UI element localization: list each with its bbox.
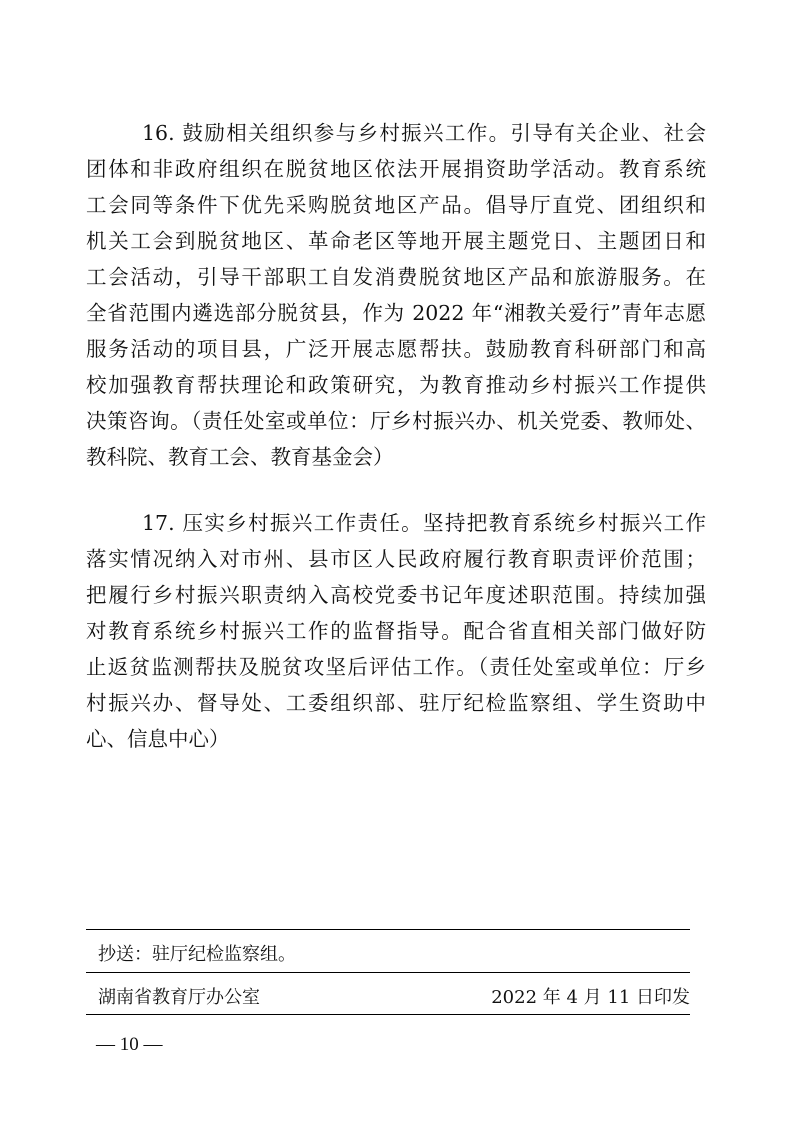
page-number: — 10 —: [96, 1034, 163, 1055]
text-line: 村振兴办、督导处、工委组织部、驻厅纪检监察组、学生资助中: [86, 691, 706, 715]
footer-top-rule: [86, 929, 690, 930]
text-line: 团体和非政府组织在脱贫地区依法开展捐资助学活动。教育系统: [86, 157, 706, 181]
text-line: 工会活动，引导干部职工自发消费脱贫地区产品和旅游服务。在: [86, 265, 706, 289]
text-line: 把履行乡村振兴职责纳入高校党委书记年度述职范围。持续加强: [86, 583, 706, 607]
text-line: 落实情况纳入对市州、县市区人民政府履行教育职责评价范围；: [86, 547, 706, 571]
text-line: 教科院、教育工会、教育基金会）: [86, 445, 394, 469]
text-line: 心、信息中心）: [86, 727, 230, 751]
text-line: 服务活动的项目县，广泛开展志愿帮扶。鼓励教育科研部门和高: [86, 337, 706, 361]
text-line: 对教育系统乡村振兴工作的监督指导。配合省直相关部门做好防: [86, 619, 706, 643]
text-line: 工会同等条件下优先采购脱贫地区产品。倡导厅直党、团组织和: [86, 193, 706, 217]
text-line: 决策咨询。（责任处室或单位：厅乡村振兴办、机关党委、教师处、: [86, 409, 706, 433]
text-line: 17. 压实乡村振兴工作责任。坚持把教育系统乡村振兴工作: [142, 511, 706, 535]
text-line: 16. 鼓励相关组织参与乡村振兴工作。引导有关企业、社会: [142, 121, 706, 145]
footer-bottom-rule: [86, 1014, 690, 1015]
cc-line: 抄送：驻厅纪检监察组。: [98, 944, 296, 965]
text-line: 机关工会到脱贫地区、革命老区等地开展主题党日、主题团日和: [86, 229, 706, 253]
footer-middle-rule: [86, 972, 690, 973]
text-line: 止返贫监测帮扶及脱贫攻坚后评估工作。（责任处室或单位：厅乡: [86, 655, 706, 679]
text-line: 全省范围内遴选部分脱贫县，作为 2022 年“湘教关爱行”青年志愿: [86, 301, 706, 325]
text-line: 校加强教育帮扶理论和政策研究，为教育推动乡村振兴工作提供: [86, 373, 706, 397]
issue-date: 2022 年 4 月 11 日印发: [491, 987, 690, 1008]
paragraph-17: [86, 505, 706, 757]
paragraph-16: [86, 115, 706, 475]
issuer: 湖南省教育厅办公室: [98, 987, 260, 1008]
